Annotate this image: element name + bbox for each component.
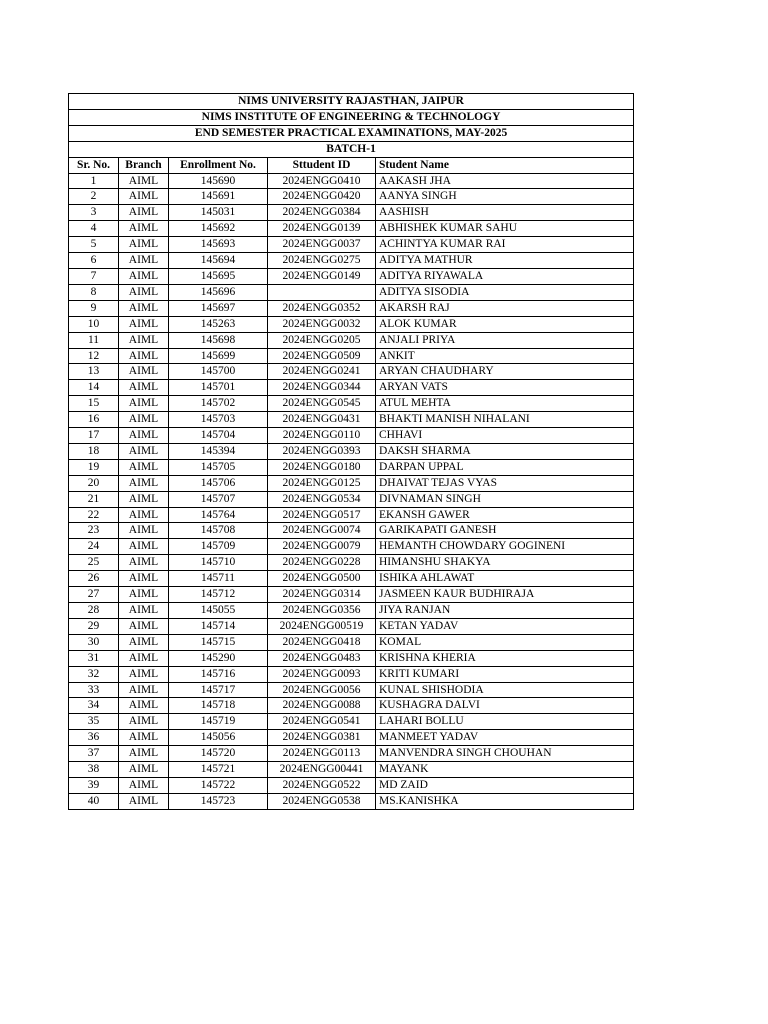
table-row bbox=[69, 650, 634, 666]
enrollment-no-cell: 145263 bbox=[169, 316, 268, 332]
table-row bbox=[69, 682, 634, 698]
student-name-cell: MANVENDRA SINGH CHOUHAN bbox=[376, 746, 634, 762]
branch-cell: AIML bbox=[119, 507, 169, 523]
sr-no-cell: 23 bbox=[69, 523, 119, 539]
student-id-cell: 2024ENGG0534 bbox=[268, 491, 376, 507]
branch-cell: AIML bbox=[119, 284, 169, 300]
enrollment-no-cell: 145707 bbox=[169, 491, 268, 507]
sr-no-cell: 25 bbox=[69, 555, 119, 571]
student-name-cell: KRISHNA KHERIA bbox=[376, 650, 634, 666]
branch-cell: AIML bbox=[119, 634, 169, 650]
table-row bbox=[69, 332, 634, 348]
enrollment-no-cell: 145691 bbox=[169, 189, 268, 205]
enrollment-no-cell: 145710 bbox=[169, 555, 268, 571]
student-id-cell: 2024ENGG00441 bbox=[268, 762, 376, 778]
sr-no-cell: 32 bbox=[69, 666, 119, 682]
sr-no-cell: 5 bbox=[69, 237, 119, 253]
sr-no-cell: 37 bbox=[69, 746, 119, 762]
table-row bbox=[69, 507, 634, 523]
branch-cell: AIML bbox=[119, 650, 169, 666]
sr-no-cell: 20 bbox=[69, 475, 119, 491]
student-name-cell: ISHIKA AHLAWAT bbox=[376, 571, 634, 587]
enrollment-no-cell: 145694 bbox=[169, 253, 268, 269]
branch-cell: AIML bbox=[119, 396, 169, 412]
enrollment-no-cell: 145723 bbox=[169, 793, 268, 809]
enrollment-no-cell: 145697 bbox=[169, 300, 268, 316]
student-name-cell: HEMANTH CHOWDARY GOGINENI bbox=[376, 539, 634, 555]
student-name-cell: DARPAN UPPAL bbox=[376, 459, 634, 475]
student-id-cell: 2024ENGG0418 bbox=[268, 634, 376, 650]
enrollment-no-cell: 145706 bbox=[169, 475, 268, 491]
branch-cell: AIML bbox=[119, 364, 169, 380]
student-name-cell: KRITI KUMARI bbox=[376, 666, 634, 682]
table-row bbox=[69, 777, 634, 793]
table-row bbox=[69, 475, 634, 491]
branch-cell: AIML bbox=[119, 443, 169, 459]
branch-cell: AIML bbox=[119, 475, 169, 491]
branch-cell: AIML bbox=[119, 603, 169, 619]
student-id-cell: 2024ENGG0545 bbox=[268, 396, 376, 412]
enrollment-no-cell: 145696 bbox=[169, 284, 268, 300]
branch-cell: AIML bbox=[119, 189, 169, 205]
student-name-cell: JIYA RANJAN bbox=[376, 603, 634, 619]
table-row bbox=[69, 221, 634, 237]
enrollment-no-cell: 145695 bbox=[169, 268, 268, 284]
sr-no-cell: 40 bbox=[69, 793, 119, 809]
table-row bbox=[69, 412, 634, 428]
student-name-cell: ACHINTYA KUMAR RAI bbox=[376, 237, 634, 253]
sr-no-cell: 10 bbox=[69, 316, 119, 332]
branch-cell: AIML bbox=[119, 666, 169, 682]
student-name-cell: CHHAVI bbox=[376, 428, 634, 444]
student-id-cell: 2024ENGG0431 bbox=[268, 412, 376, 428]
enrollment-no-cell: 145708 bbox=[169, 523, 268, 539]
exam-title: END SEMESTER PRACTICAL EXAMINATIONS, MAY-2025 bbox=[69, 125, 634, 141]
branch-cell: AIML bbox=[119, 698, 169, 714]
sr-no-cell: 7 bbox=[69, 268, 119, 284]
sr-no-cell: 31 bbox=[69, 650, 119, 666]
student-id-cell: 2024ENGG0344 bbox=[268, 380, 376, 396]
student-name-cell: EKANSH GAWER bbox=[376, 507, 634, 523]
student-name-cell: GARIKAPATI GANESH bbox=[376, 523, 634, 539]
sr-no-cell: 22 bbox=[69, 507, 119, 523]
enrollment-no-cell: 145722 bbox=[169, 777, 268, 793]
table-row bbox=[69, 364, 634, 380]
student-id-cell: 2024ENGG0149 bbox=[268, 268, 376, 284]
sr-no-cell: 6 bbox=[69, 253, 119, 269]
student-name-cell: ATUL MEHTA bbox=[376, 396, 634, 412]
student-id-cell: 2024ENGG0538 bbox=[268, 793, 376, 809]
branch-cell: AIML bbox=[119, 762, 169, 778]
enrollment-no-cell: 145055 bbox=[169, 603, 268, 619]
branch-cell: AIML bbox=[119, 523, 169, 539]
enrollment-no-cell: 145699 bbox=[169, 348, 268, 364]
student-name-cell: ANKIT bbox=[376, 348, 634, 364]
sr-no-cell: 38 bbox=[69, 762, 119, 778]
student-name-cell: ADITYA RIYAWALA bbox=[376, 268, 634, 284]
sr-no-cell: 35 bbox=[69, 714, 119, 730]
student-id-cell: 2024ENGG0517 bbox=[268, 507, 376, 523]
student-id-cell: 2024ENGG0125 bbox=[268, 475, 376, 491]
branch-cell: AIML bbox=[119, 618, 169, 634]
student-name-cell: ANJALI PRIYA bbox=[376, 332, 634, 348]
student-name-cell: KOMAL bbox=[376, 634, 634, 650]
student-name-cell: MANMEET YADAV bbox=[376, 730, 634, 746]
enrollment-no-cell: 145701 bbox=[169, 380, 268, 396]
enrollment-no-cell: 145690 bbox=[169, 173, 268, 189]
student-name-cell: DIVNAMAN SINGH bbox=[376, 491, 634, 507]
table-row bbox=[69, 237, 634, 253]
branch-cell: AIML bbox=[119, 316, 169, 332]
student-name-cell: BHAKTI MANISH NIHALANI bbox=[376, 412, 634, 428]
student-name-cell: ADITYA MATHUR bbox=[376, 253, 634, 269]
sr-no-cell: 2 bbox=[69, 189, 119, 205]
enrollment-no-cell: 145703 bbox=[169, 412, 268, 428]
table-row bbox=[69, 698, 634, 714]
table-row bbox=[69, 189, 634, 205]
branch-cell: AIML bbox=[119, 380, 169, 396]
table-row bbox=[69, 268, 634, 284]
table-row bbox=[69, 523, 634, 539]
student-id-cell: 2024ENGG0356 bbox=[268, 603, 376, 619]
student-name-cell: LAHARI BOLLU bbox=[376, 714, 634, 730]
student-name-cell: DAKSH SHARMA bbox=[376, 443, 634, 459]
student-name-cell: AASHISH bbox=[376, 205, 634, 221]
branch-cell: AIML bbox=[119, 205, 169, 221]
table-row bbox=[69, 793, 634, 809]
enrollment-no-cell: 145702 bbox=[169, 396, 268, 412]
enrollment-no-cell: 145290 bbox=[169, 650, 268, 666]
student-id-cell: 2024ENGG0079 bbox=[268, 539, 376, 555]
branch-cell: AIML bbox=[119, 173, 169, 189]
branch-cell: AIML bbox=[119, 793, 169, 809]
col-header-enrollment-no: Enrollment No. bbox=[169, 157, 268, 173]
branch-cell: AIML bbox=[119, 746, 169, 762]
sr-no-cell: 14 bbox=[69, 380, 119, 396]
student-id-cell: 2024ENGG0180 bbox=[268, 459, 376, 475]
sr-no-cell: 4 bbox=[69, 221, 119, 237]
table-row bbox=[69, 205, 634, 221]
student-id-cell: 2024ENGG0241 bbox=[268, 364, 376, 380]
col-header-branch: Branch bbox=[119, 157, 169, 173]
student-id-cell: 2024ENGG00519 bbox=[268, 618, 376, 634]
student-id-cell bbox=[268, 284, 376, 300]
student-name-cell: MAYANK bbox=[376, 762, 634, 778]
table-row bbox=[69, 762, 634, 778]
student-id-cell: 2024ENGG0483 bbox=[268, 650, 376, 666]
student-id-cell: 2024ENGG0410 bbox=[268, 173, 376, 189]
table-row bbox=[69, 316, 634, 332]
col-header-student-name: Student Name bbox=[376, 157, 634, 173]
student-id-cell: 2024ENGG0093 bbox=[268, 666, 376, 682]
table-row bbox=[69, 491, 634, 507]
enrollment-no-cell: 145394 bbox=[169, 443, 268, 459]
student-id-cell: 2024ENGG0032 bbox=[268, 316, 376, 332]
branch-cell: AIML bbox=[119, 412, 169, 428]
enrollment-no-cell: 145709 bbox=[169, 539, 268, 555]
sr-no-cell: 19 bbox=[69, 459, 119, 475]
enrollment-no-cell: 145719 bbox=[169, 714, 268, 730]
header-row-university bbox=[69, 94, 634, 110]
table-row bbox=[69, 618, 634, 634]
branch-cell: AIML bbox=[119, 332, 169, 348]
branch-cell: AIML bbox=[119, 300, 169, 316]
table-row bbox=[69, 459, 634, 475]
table-row bbox=[69, 555, 634, 571]
branch-cell: AIML bbox=[119, 730, 169, 746]
table-row bbox=[69, 634, 634, 650]
table-row bbox=[69, 253, 634, 269]
student-name-cell: AANYA SINGH bbox=[376, 189, 634, 205]
batch-list-table bbox=[68, 93, 634, 810]
branch-cell: AIML bbox=[119, 539, 169, 555]
branch-cell: AIML bbox=[119, 221, 169, 237]
branch-cell: AIML bbox=[119, 777, 169, 793]
table-row bbox=[69, 539, 634, 555]
sr-no-cell: 26 bbox=[69, 571, 119, 587]
table-row bbox=[69, 603, 634, 619]
student-name-cell: KUNAL SHISHODIA bbox=[376, 682, 634, 698]
sr-no-cell: 29 bbox=[69, 618, 119, 634]
student-id-cell: 2024ENGG0500 bbox=[268, 571, 376, 587]
student-name-cell: ADITYA SISODIA bbox=[376, 284, 634, 300]
student-name-cell: MS.KANISHKA bbox=[376, 793, 634, 809]
student-id-cell: 2024ENGG0393 bbox=[268, 443, 376, 459]
enrollment-no-cell: 145714 bbox=[169, 618, 268, 634]
enrollment-no-cell: 145717 bbox=[169, 682, 268, 698]
enrollment-no-cell: 145705 bbox=[169, 459, 268, 475]
branch-cell: AIML bbox=[119, 459, 169, 475]
enrollment-no-cell: 145031 bbox=[169, 205, 268, 221]
sr-no-cell: 3 bbox=[69, 205, 119, 221]
sr-no-cell: 17 bbox=[69, 428, 119, 444]
branch-cell: AIML bbox=[119, 571, 169, 587]
sr-no-cell: 16 bbox=[69, 412, 119, 428]
student-id-cell: 2024ENGG0522 bbox=[268, 777, 376, 793]
student-name-cell: KETAN YADAV bbox=[376, 618, 634, 634]
student-name-cell: DHAIVAT TEJAS VYAS bbox=[376, 475, 634, 491]
sr-no-cell: 8 bbox=[69, 284, 119, 300]
col-header-sr-no: Sr. No. bbox=[69, 157, 119, 173]
enrollment-no-cell: 145698 bbox=[169, 332, 268, 348]
institute-title: NIMS INSTITUTE OF ENGINEERING & TECHNOLOGY bbox=[69, 109, 634, 125]
table-row bbox=[69, 666, 634, 682]
enrollment-no-cell: 145704 bbox=[169, 428, 268, 444]
student-id-cell: 2024ENGG0056 bbox=[268, 682, 376, 698]
sr-no-cell: 33 bbox=[69, 682, 119, 698]
sr-no-cell: 27 bbox=[69, 587, 119, 603]
student-id-cell: 2024ENGG0110 bbox=[268, 428, 376, 444]
branch-cell: AIML bbox=[119, 428, 169, 444]
student-name-cell: ARYAN VATS bbox=[376, 380, 634, 396]
student-name-cell: ARYAN CHAUDHARY bbox=[376, 364, 634, 380]
student-id-cell: 2024ENGG0088 bbox=[268, 698, 376, 714]
university-title: NIMS UNIVERSITY RAJASTHAN, JAIPUR bbox=[69, 94, 634, 110]
enrollment-no-cell: 145712 bbox=[169, 587, 268, 603]
table-row bbox=[69, 730, 634, 746]
student-id-cell: 2024ENGG0352 bbox=[268, 300, 376, 316]
table-row bbox=[69, 443, 634, 459]
col-header-student-id: Sttudent ID bbox=[268, 157, 376, 173]
student-id-cell: 2024ENGG0509 bbox=[268, 348, 376, 364]
sr-no-cell: 21 bbox=[69, 491, 119, 507]
student-id-cell: 2024ENGG0275 bbox=[268, 253, 376, 269]
sr-no-cell: 39 bbox=[69, 777, 119, 793]
enrollment-no-cell: 145056 bbox=[169, 730, 268, 746]
student-name-cell: ALOK KUMAR bbox=[376, 316, 634, 332]
table-body bbox=[69, 94, 634, 810]
student-id-cell: 2024ENGG0381 bbox=[268, 730, 376, 746]
column-header-row bbox=[69, 157, 634, 173]
student-id-cell: 2024ENGG0037 bbox=[268, 237, 376, 253]
branch-cell: AIML bbox=[119, 237, 169, 253]
table-row bbox=[69, 380, 634, 396]
branch-cell: AIML bbox=[119, 555, 169, 571]
sr-no-cell: 36 bbox=[69, 730, 119, 746]
enrollment-no-cell: 145711 bbox=[169, 571, 268, 587]
sr-no-cell: 18 bbox=[69, 443, 119, 459]
branch-cell: AIML bbox=[119, 268, 169, 284]
branch-cell: AIML bbox=[119, 348, 169, 364]
table-row bbox=[69, 348, 634, 364]
sr-no-cell: 12 bbox=[69, 348, 119, 364]
sr-no-cell: 30 bbox=[69, 634, 119, 650]
student-id-cell: 2024ENGG0113 bbox=[268, 746, 376, 762]
student-name-cell: JASMEEN KAUR BUDHIRAJA bbox=[376, 587, 634, 603]
sr-no-cell: 11 bbox=[69, 332, 119, 348]
header-row-exam bbox=[69, 125, 634, 141]
enrollment-no-cell: 145700 bbox=[169, 364, 268, 380]
student-id-cell: 2024ENGG0139 bbox=[268, 221, 376, 237]
sr-no-cell: 1 bbox=[69, 173, 119, 189]
sr-no-cell: 13 bbox=[69, 364, 119, 380]
branch-cell: AIML bbox=[119, 587, 169, 603]
student-id-cell: 2024ENGG0420 bbox=[268, 189, 376, 205]
student-name-cell: AAKASH JHA bbox=[376, 173, 634, 189]
student-id-cell: 2024ENGG0228 bbox=[268, 555, 376, 571]
student-id-cell: 2024ENGG0314 bbox=[268, 587, 376, 603]
student-name-cell: KUSHAGRA DALVI bbox=[376, 698, 634, 714]
sr-no-cell: 15 bbox=[69, 396, 119, 412]
sr-no-cell: 34 bbox=[69, 698, 119, 714]
enrollment-no-cell: 145715 bbox=[169, 634, 268, 650]
table-row bbox=[69, 571, 634, 587]
table-row bbox=[69, 284, 634, 300]
table-row bbox=[69, 173, 634, 189]
header-row-institute bbox=[69, 109, 634, 125]
student-name-cell: ABHISHEK KUMAR SAHU bbox=[376, 221, 634, 237]
enrollment-no-cell: 145693 bbox=[169, 237, 268, 253]
branch-cell: AIML bbox=[119, 714, 169, 730]
student-name-cell: HIMANSHU SHAKYA bbox=[376, 555, 634, 571]
student-id-cell: 2024ENGG0541 bbox=[268, 714, 376, 730]
student-id-cell: 2024ENGG0384 bbox=[268, 205, 376, 221]
table-row bbox=[69, 746, 634, 762]
enrollment-no-cell: 145692 bbox=[169, 221, 268, 237]
branch-cell: AIML bbox=[119, 491, 169, 507]
table-row bbox=[69, 587, 634, 603]
sr-no-cell: 24 bbox=[69, 539, 119, 555]
branch-cell: AIML bbox=[119, 682, 169, 698]
table-row bbox=[69, 300, 634, 316]
enrollment-no-cell: 145764 bbox=[169, 507, 268, 523]
sr-no-cell: 28 bbox=[69, 603, 119, 619]
student-id-cell: 2024ENGG0074 bbox=[268, 523, 376, 539]
student-name-cell: AKARSH RAJ bbox=[376, 300, 634, 316]
branch-cell: AIML bbox=[119, 253, 169, 269]
batch-title: BATCH-1 bbox=[69, 141, 634, 157]
enrollment-no-cell: 145716 bbox=[169, 666, 268, 682]
enrollment-no-cell: 145718 bbox=[169, 698, 268, 714]
student-name-cell: MD ZAID bbox=[376, 777, 634, 793]
table-row bbox=[69, 396, 634, 412]
header-row-batch bbox=[69, 141, 634, 157]
student-id-cell: 2024ENGG0205 bbox=[268, 332, 376, 348]
table-row bbox=[69, 428, 634, 444]
table-row bbox=[69, 714, 634, 730]
sr-no-cell: 9 bbox=[69, 300, 119, 316]
enrollment-no-cell: 145720 bbox=[169, 746, 268, 762]
enrollment-no-cell: 145721 bbox=[169, 762, 268, 778]
